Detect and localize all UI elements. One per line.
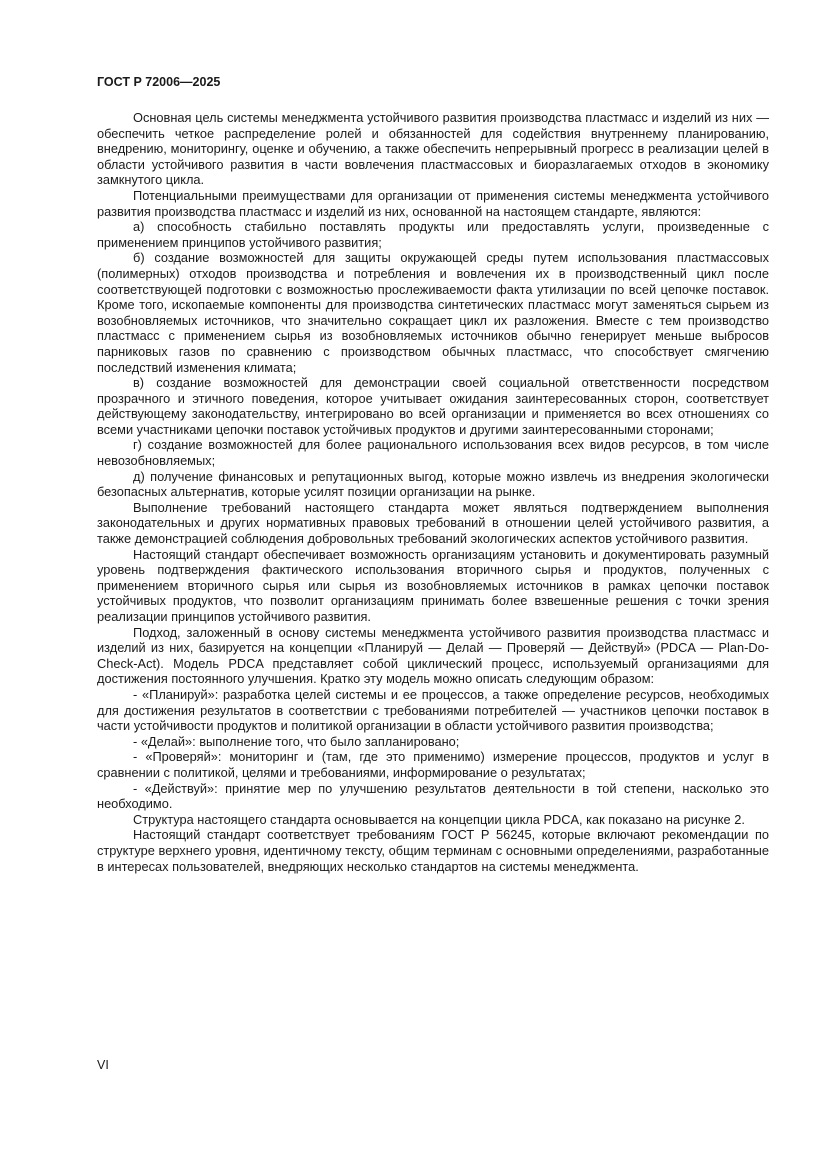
list-item: - «Проверяй»: мониторинг и (там, где это применимо) измерение процессов, продуктов и услуг в сравнении с политикой, целями и требованиями, информирование о результатах; xyxy=(97,749,769,780)
list-item: д) получение финансовых и репутационных выгод, которые можно извлечь из внедрения экологически безопасных альтернатив, которые усилят позиции организации на рынке. xyxy=(97,468,769,500)
list-item: б) создание возможностей для защиты окружающей среды путем использования пластмассовых (полимерных) отходов производства и потребления и вовлечения их в производственный цикл после соответствующей подготовки с возможностью прослеживаемости факта утилизации по всей цепочке поставок. Кроме того, ископаемые компоненты для производства синтетических пластмасс могут заменяться сырьем из возобновляемых источников, что значительно сокращает цикл их разложения. Вместе с тем производство пластмасс с применением сырья из возобновляемых источников обычно генерирует меньше выбросов парниковых газов по сравнению с производством обычных пластмасс, что способствует смягчению последствий изменения климата; xyxy=(97,250,769,375)
list-item: г) создание возможностей для более рационального использования всех видов ресурсов, в том числе невозобновляемых; xyxy=(97,437,769,469)
list-item: а) способность стабильно поставлять продукты или предоставлять услуги, произведенные с применением принципов устойчивого развития; xyxy=(97,219,769,250)
paragraph: Потенциальными преимуществами для организации от применения системы менеджмента устойчивого развития производства пластмасс и изделий из них, основанной на настоящем стандарте, являются: xyxy=(97,187,769,219)
list-item: - «Планируй»: разработка целей системы и ее процессов, а также определение ресурсов, необходимых для достижения результатов в соответствии с требованиями потребителей — участников цепочки поставок в части устойчивости продуктов и политикой организации в области устойчивого развития производства; xyxy=(97,686,769,734)
paragraph: Настоящий стандарт обеспечивает возможность организациям установить и документировать разумный уровень подтверждения фактического использования вторичного сырья и продуктов, полученных с применением вторичного сырья или сырья из возобновляемых источников в рамках цепочки поставок устойчивых продуктов, что позволит организациям принимать более взвешенные решения с точки зрения реализации принципов устойчивого развития. xyxy=(97,546,769,624)
paragraph: Настоящий стандарт соответствует требованиям ГОСТ Р 56245, которые включают рекомендации по структуре верхнего уровня, идентичному тексту, общим терминам с основными определениями, разработанные в интересах пользователей, внедряющих несколько стандартов на системы менеджмента. xyxy=(97,827,769,874)
paragraph: Структура настоящего стандарта основывается на концепции цикла PDCA, как показано на рисунке 2. xyxy=(133,811,745,827)
paragraph: Выполнение требований настоящего стандарта может являться подтверждением выполнения законодательных и других нормативных правовых требований в отношении целей устойчивого развития, а также демонстрацией соблюдения добровольных требований экологических аспектов устойчивого развития. xyxy=(97,499,769,547)
list-item: - «Действуй»: принятие мер по улучшению результатов деятельности в той степени, насколько это необходимо. xyxy=(97,780,769,812)
list-item: в) создание возможностей для демонстрации своей социальной ответственности посредством прозрачного и этичного поведения, которое учитывает ожидания заинтересованных сторон, соответствует действующему законодательству, интегрировано во всей организации и применяется во всех отношениях со всеми участниками цепочки поставок устойчивых продуктов и другими заинтересованными сторонами; xyxy=(97,375,769,437)
paragraph: Подход, заложенный в основу системы менеджмента устойчивого развития производства пластмасс и изделий из них, базируется на концепции «Планируй — Делай — Проверяй — Действуй» (PDCA — Plan-Do-Check-Act). Модель PDCA представляет собой циклический процесс, используемый организациями для достижения постоянного улучшения. Кратко эту модель можно описать следующим образом: xyxy=(97,624,769,687)
list-item: - «Делай»: выполнение того, что было запланировано; xyxy=(133,733,460,749)
document-header: ГОСТ Р 72006—2025 xyxy=(97,75,221,89)
page-number: VI xyxy=(97,1058,109,1072)
document-body xyxy=(97,110,769,874)
paragraph: Основная цель системы менеджмента устойчивого развития производства пластмасс и изделий из них — обеспечить четкое распределение ролей и обязанностей для содействия внутреннему планированию, внедрению, мониторингу, оценке и обучению, а также обеспечить непрерывный прогресс в реализации целей в области устойчивого развития в части вовлечения пластмассовых и биоразлагаемых отходов в экономику замкнутого цикла. xyxy=(97,110,769,188)
